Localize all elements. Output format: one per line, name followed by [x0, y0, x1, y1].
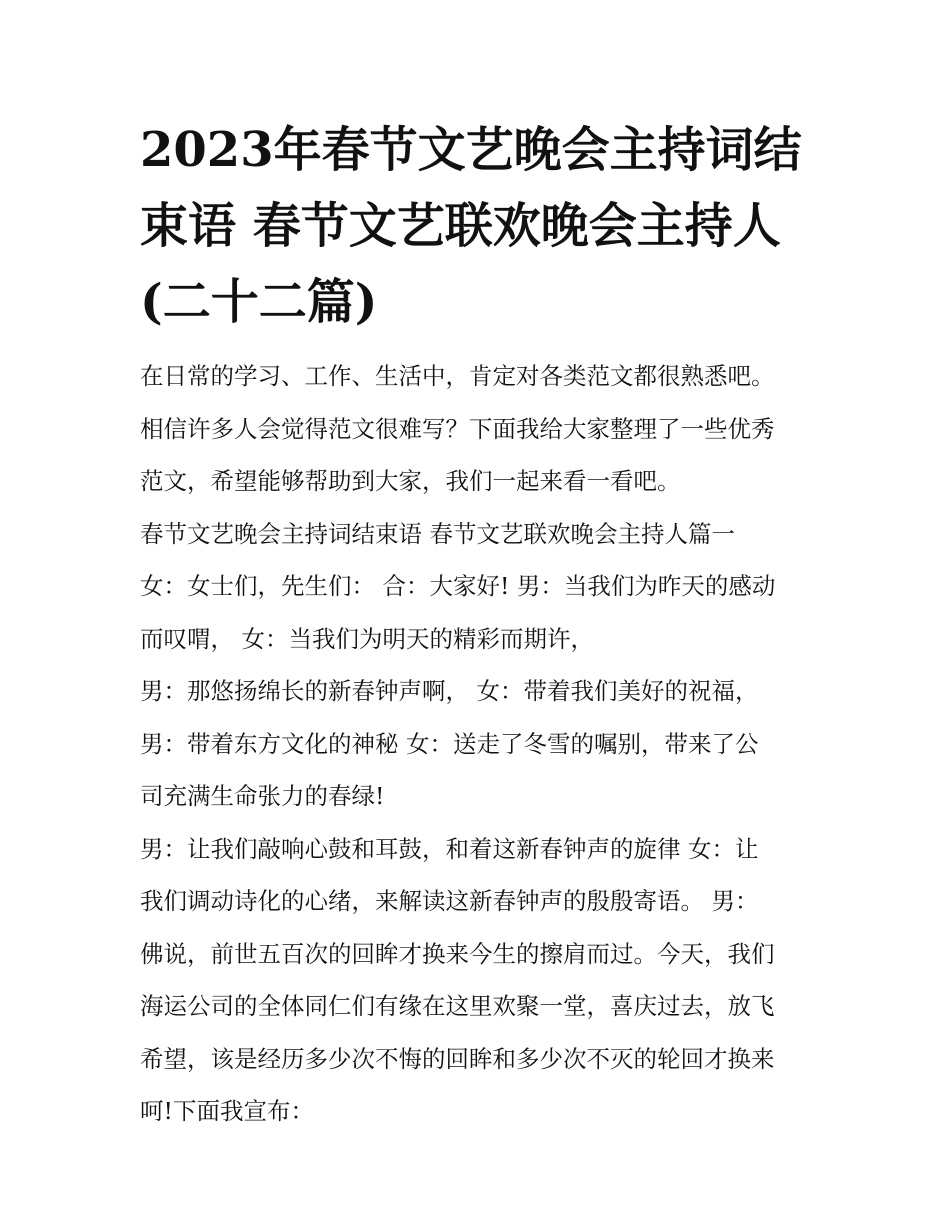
section-heading: 春节文艺晚会主持词结束语 春节文艺联欢晚会主持人篇一 [140, 519, 735, 548]
document-body [140, 350, 820, 1138]
document-title [140, 112, 820, 340]
body-line: 女：女士们，先生们： 合：大家好! 男：当我们为昨天的感动 [140, 572, 776, 600]
body-line: 在日常的学习、工作、生活中，肯定对各类范文都很熟悉吧。 [140, 362, 775, 390]
body-line: 男：让我们敲响心鼓和耳鼓，和着这新春钟声的旋律 女：让 [140, 834, 759, 863]
body-line: 相信许多人会觉得范文很难写？下面我给大家整理了一些优秀 [140, 414, 775, 443]
body-line: 佛说，前世五百次的回眸才换来今生的擦肩而过。今天，我们 [140, 939, 775, 968]
body-line: 而叹喟， 女：当我们为明天的精彩而期许， [140, 624, 594, 653]
title-line: 束语 春节文艺联欢晚会主持人 [140, 198, 781, 254]
body-line: 海运公司的全体同仁们有缘在这里欢聚一堂，喜庆过去，放飞 [140, 992, 775, 1020]
title-line: (二十二篇) [140, 274, 378, 330]
document-content [140, 112, 820, 1138]
body-line: 范文，希望能够帮助到大家，我们一起来看一看吧。 [140, 467, 681, 495]
body-line: 司充满生命张力的春绿! [140, 782, 385, 810]
body-line: 呵!下面我宣布： [140, 1097, 314, 1125]
body-line: 我们调动诗化的心绪，来解读这新春钟声的殷殷寄语。 男： [140, 887, 759, 915]
body-line: 希望，该是经历多少次不悔的回眸和多少次不灭的轮回才换来 [140, 1044, 775, 1073]
body-line: 男：带着东方文化的神秘 女：送走了冬雪的嘱别，带来了公 [140, 729, 759, 758]
title-line: 2023年春节文艺晚会主持词结 [140, 122, 802, 178]
body-line: 男：那悠扬绵长的新春钟声啊， 女：带着我们美好的祝福， [140, 677, 759, 705]
